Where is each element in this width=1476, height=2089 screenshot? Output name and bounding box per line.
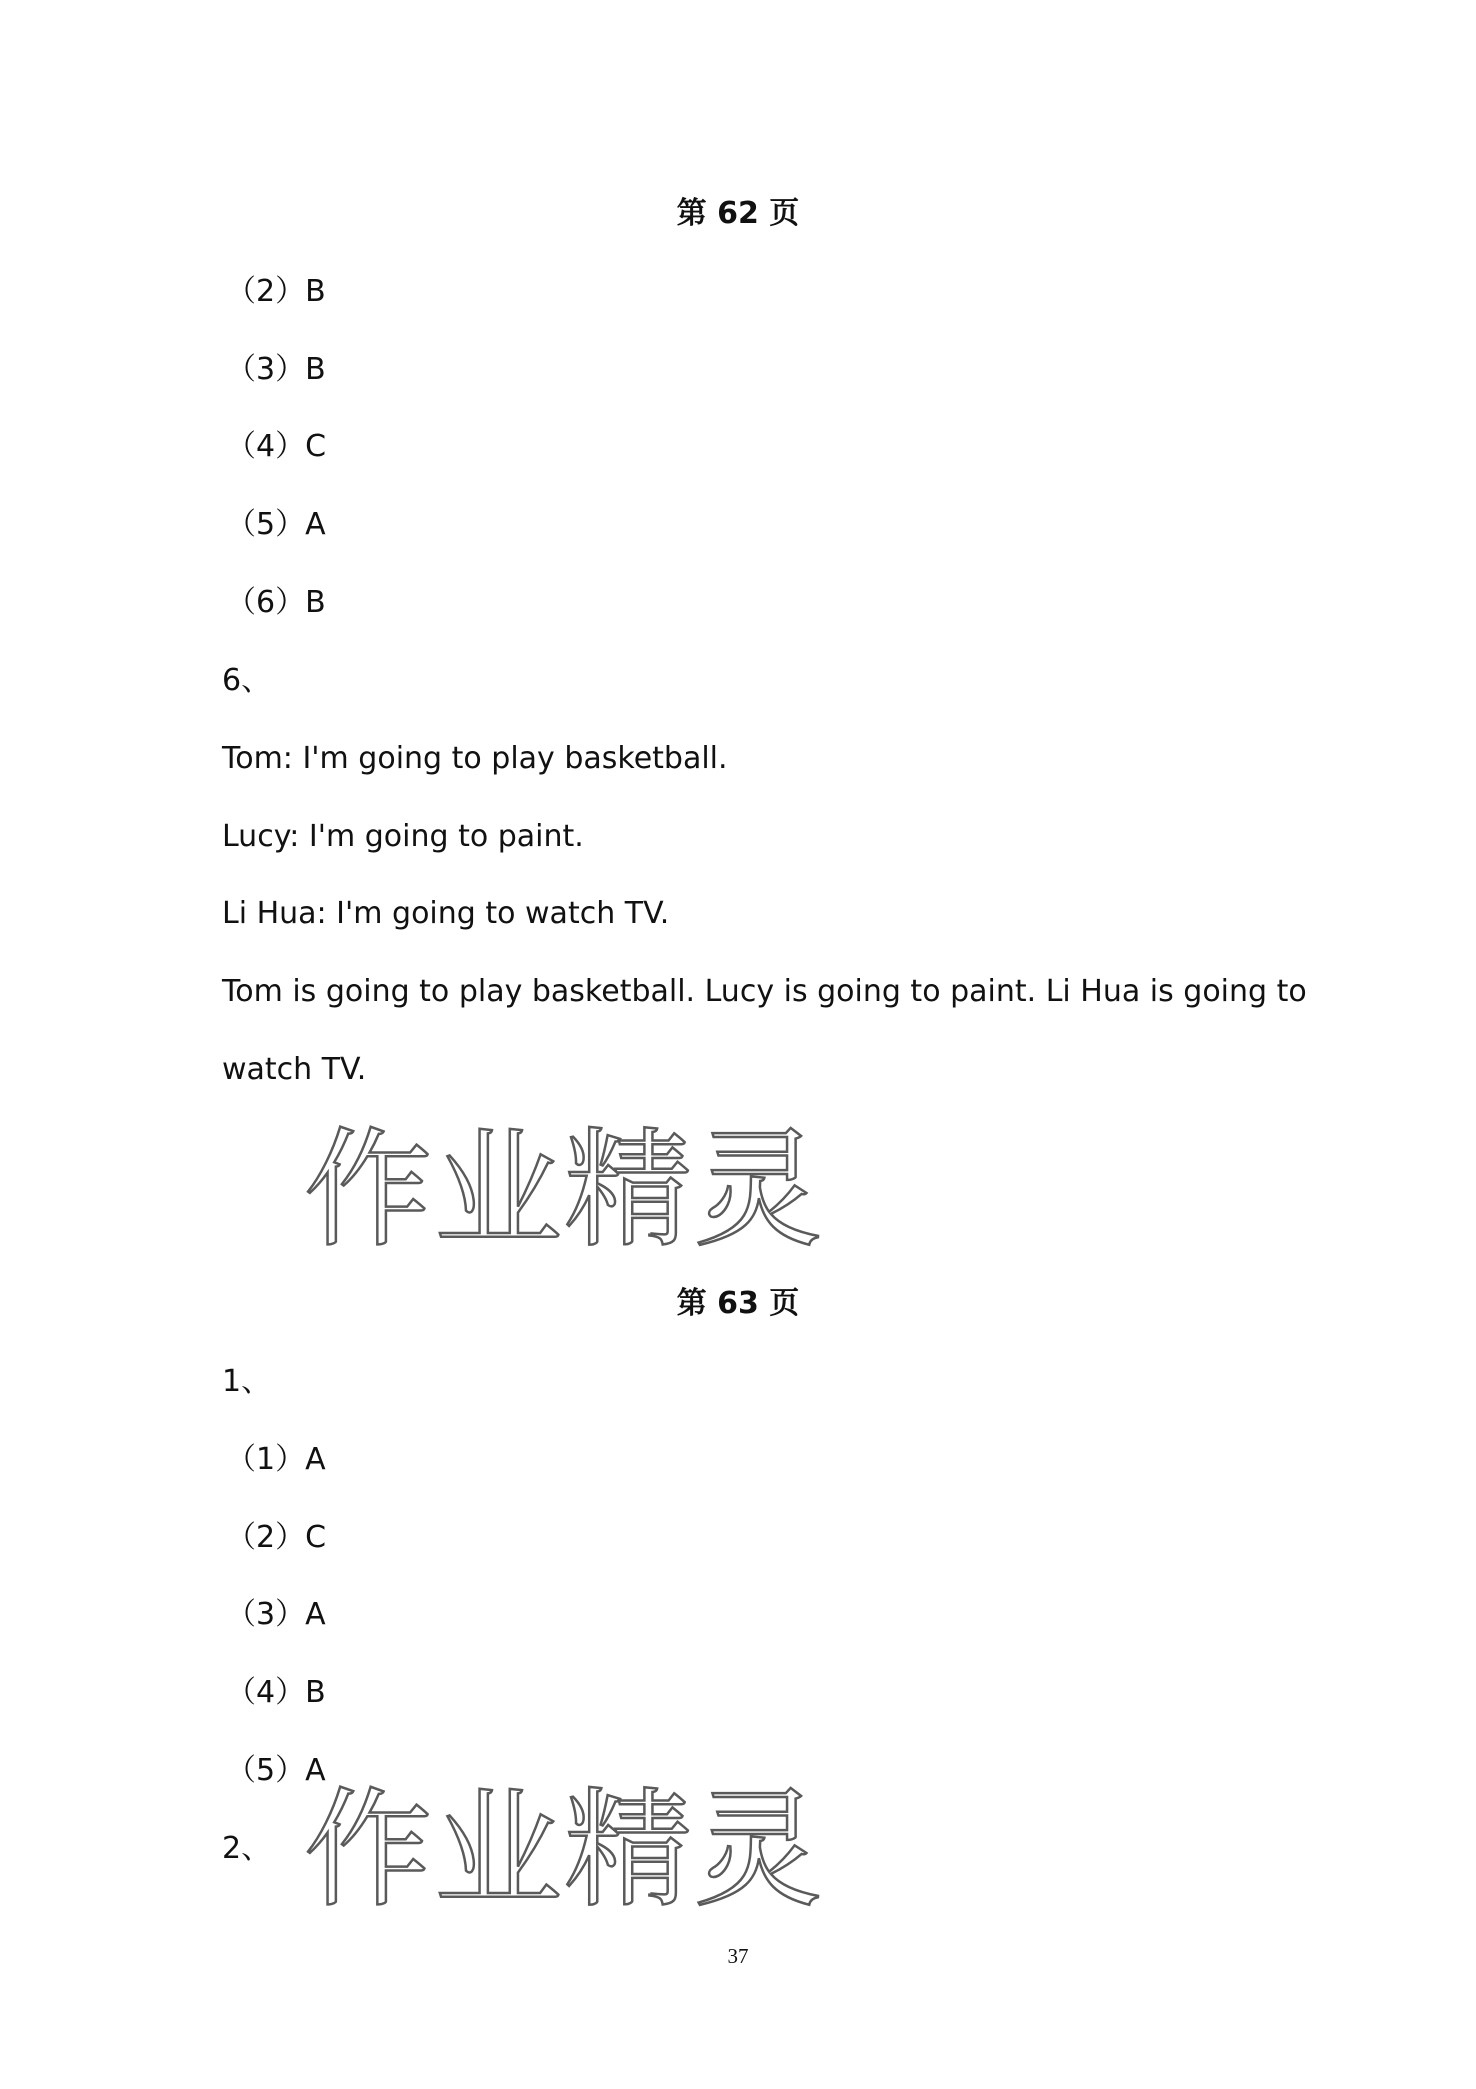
- watermark: [300, 1112, 825, 1265]
- dialogue-line: Tom: I'm going to play basketball.: [222, 741, 728, 776]
- dialogue-line: Lucy: I'm going to paint.: [222, 819, 584, 854]
- answer-item: （2）C: [226, 1520, 327, 1555]
- section-63-heading: 第 63 页: [676, 1286, 800, 1321]
- question-6-label: 6、: [222, 663, 272, 698]
- section-62-heading: 第 62 页: [676, 196, 800, 231]
- answer-item: （6）B: [226, 585, 326, 620]
- answer-item: （5）A: [226, 1753, 326, 1788]
- watermark-text: 作业精灵: [304, 1116, 825, 1265]
- page-number: 37: [727, 1944, 749, 1968]
- question-1-label: 1、: [222, 1364, 272, 1399]
- answer-item: （3）A: [226, 1597, 326, 1632]
- summary-line: Tom is going to play basketball. Lucy is going to paint. Li Hua is going to: [222, 974, 1307, 1009]
- watermark-graphic: [300, 1112, 825, 1265]
- watermark-graphic: [300, 1772, 825, 1925]
- watermark: [300, 1772, 825, 1925]
- answer-item: （3）B: [226, 352, 326, 387]
- answer-item: （1）A: [226, 1442, 326, 1477]
- answer-item: （4）C: [226, 429, 327, 464]
- answer-item: （4）B: [226, 1675, 326, 1710]
- answer-item: （2）B: [226, 274, 326, 309]
- summary-line: watch TV.: [222, 1052, 367, 1087]
- dialogue-line: Li Hua: I'm going to watch TV.: [222, 896, 670, 931]
- question-2-label: 2、: [222, 1831, 272, 1866]
- watermark-text: 作业精灵: [304, 1776, 825, 1925]
- answer-item: （5）A: [226, 507, 326, 542]
